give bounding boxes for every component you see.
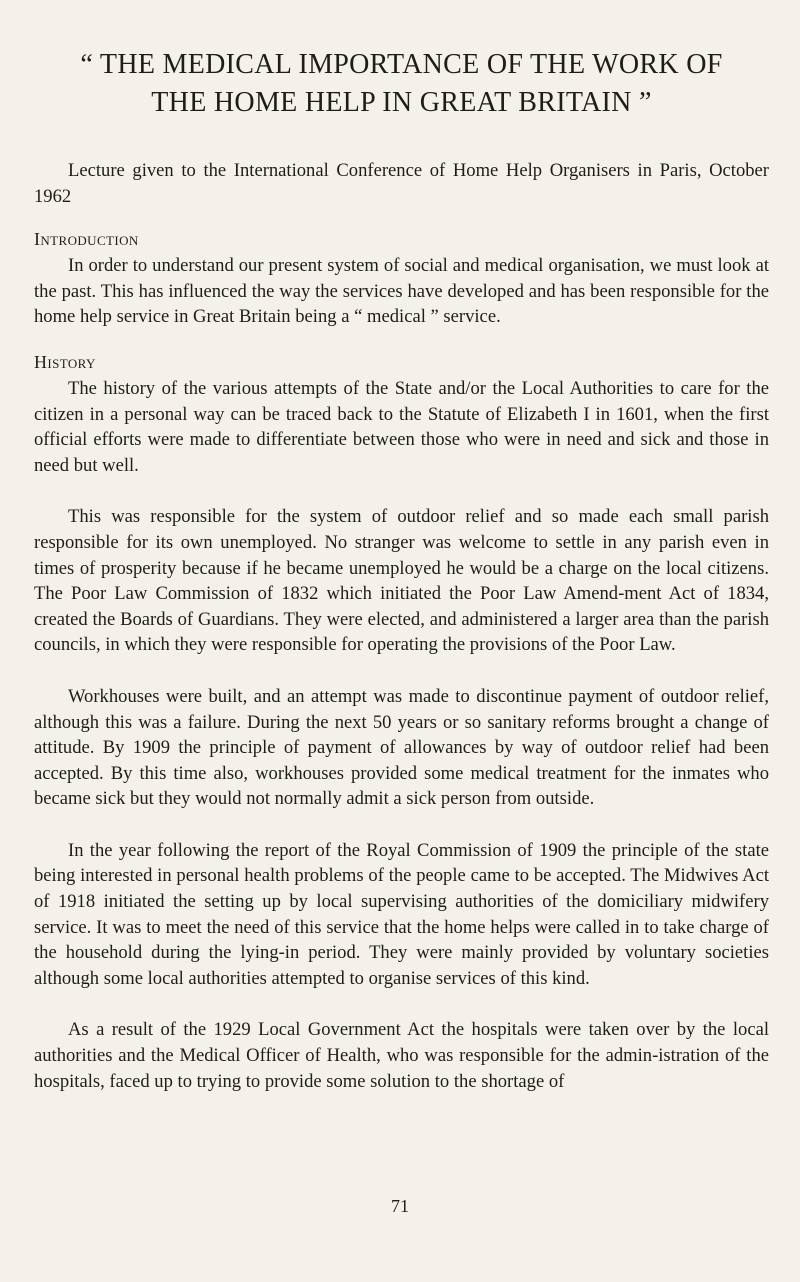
title-line-1: “ THE MEDICAL IMPORTANCE OF THE WORK OF [80, 49, 723, 80]
history-paragraph: As a result of the 1929 Local Government Act the hospitals were taken over by the local authorities and the Medical Officer of Health, who was responsible for the admin-istration of the hospitals, faced up to trying to provide some solution to the shortage of [34, 1019, 769, 1092]
history-paragraph: This was responsible for the system of outdoor relief and so made each small parish responsible for its own unemployed. No stranger was welcome to settle in any parish even in times of prosperity because if he became unemployed he would be a charge on the local citizens. The Poor Law Commission of 1832 which initiated the Poor Law Amend-ment Act of 1834, created the Boards of Guardians. They were elected, and administered a larger area than the parish councils, in which they were responsible for operating the provisions of the Poor Law. [34, 506, 769, 656]
lecture-subtitle: Lecture given to the International Conference of Home Help Organisers in Paris, October 1962 [34, 160, 769, 207]
section-heading-introduction: Introduction [34, 229, 139, 250]
section-heading-history: History [34, 351, 96, 372]
page-title [34, 46, 769, 122]
title-line-2: THE HOME HELP IN GREAT BRITAIN ” [151, 87, 652, 118]
history-paragraph: Workhouses were built, and an attempt was made to discontinue payment of outdoor relief, although this was a failure. During the next 50 years or so sanitary reforms brought a change of attitude. By 1909 the principle of payment of allowances by way of outdoor relief had been accepted. By this time also, workhouses provided some medical treatment for the inmates who became sick but they would not normally admit a sick person from outside. [34, 685, 769, 810]
page-number: 71 [391, 1196, 409, 1216]
history-paragraph: In the year following the report of the Royal Commission of 1909 the principle of the state being interested in personal health problems of the people came to be accepted. The Midwives Act of 1918 initiated the setting up by local supervising authorities of the domiciliary midwifery service. It was to meet the need of this service that the home helps were called in to take charge of the household during the lying-in period. They were mainly provided by voluntary societies although some local authorities attempted to organise services of this kind. [34, 839, 769, 989]
history-paragraph: The history of the various attempts of the State and/or the Local Authorities to care for the citizen in a personal way can be traced back to the Statute of Elizabeth I in 1601, when the first official efforts were made to differentiate between those who were in need and sick and those in need but well. [34, 377, 769, 476]
introduction-paragraph: In order to understand our present system of social and medical organisation, we must look at the past. This has influenced the way the services have developed and has been responsible for the home help service in Great Britain being a “ medical ” service. [34, 255, 769, 328]
